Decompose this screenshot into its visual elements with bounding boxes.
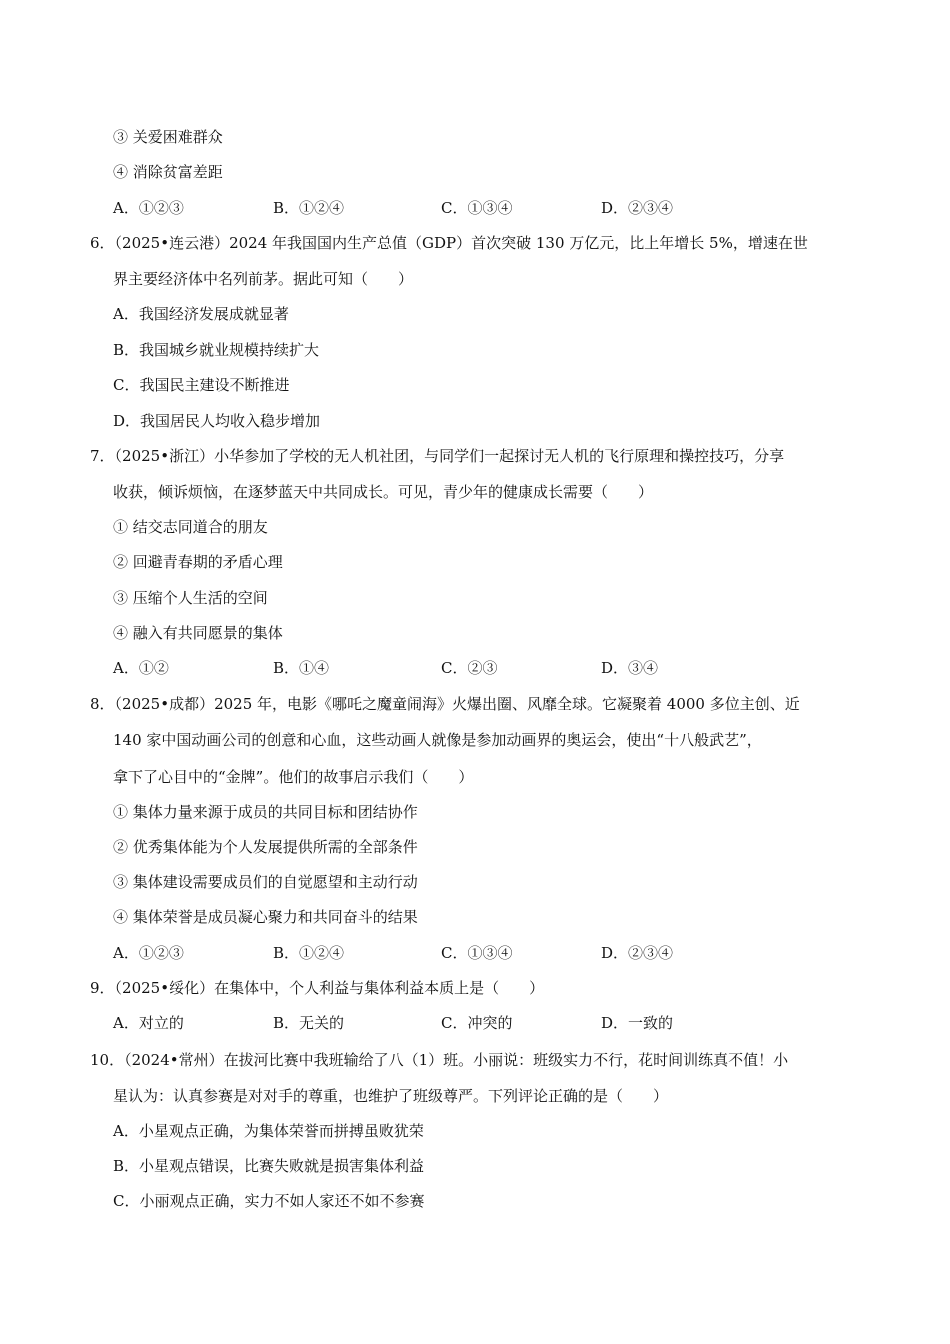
q10-option-b: B．小星观点错误，比赛失败就是损害集体利益 bbox=[113, 1157, 425, 1175]
q5-item-4: ④ 消除贫富差距 bbox=[113, 163, 223, 181]
q5-option-b: B．①②④ bbox=[273, 199, 345, 217]
q8-item-2: ② 优秀集体能为个人发展提供所需的全部条件 bbox=[113, 838, 418, 856]
q9-option-c: C．冲突的 bbox=[441, 1014, 513, 1032]
q7-stem-line1: 7．（2025•浙江）小华参加了学校的无人机社团，与同学们一起探讨无人机的飞行原理和操控技巧，分享 bbox=[90, 447, 785, 465]
q6-stem-line1: 6．（2025•连云港）2024 年我国国内生产总值（GDP）首次突破 130 万亿元，比上年增长 5%，增速在世 bbox=[90, 234, 808, 252]
q5-option-c: C．①③④ bbox=[441, 199, 513, 217]
q6-stem-line2: 界主要经济体中名列前茅。据此可知（ ） bbox=[113, 270, 414, 288]
q7-item-1: ① 结交志同道合的朋友 bbox=[113, 518, 268, 536]
q6-option-b: B．我国城乡就业规模持续扩大 bbox=[113, 341, 320, 359]
q6-option-c: C．我国民主建设不断推进 bbox=[113, 376, 290, 394]
q9-stem-line1: 9．（2025•绥化）在集体中，个人利益与集体利益本质上是（ ） bbox=[90, 979, 545, 997]
q8-stem-line2: 140 家中国动画公司的创意和心血，这些动画人就像是参加动画界的奥运会，使出“十八般武艺”， bbox=[113, 731, 762, 749]
q8-option-d: D．②③④ bbox=[601, 944, 674, 962]
q8-item-4: ④ 集体荣誉是成员凝心聚力和共同奋斗的结果 bbox=[113, 908, 418, 926]
q10-option-a: A．小星观点正确，为集体荣誉而拼搏虽败犹荣 bbox=[113, 1122, 424, 1140]
q7-option-d: D．③④ bbox=[601, 659, 659, 677]
q7-option-b: B．①④ bbox=[273, 659, 330, 677]
q6-option-a: A．我国经济发展成就显著 bbox=[113, 305, 289, 323]
q9-option-a: A．对立的 bbox=[113, 1014, 184, 1032]
q8-option-c: C．①③④ bbox=[441, 944, 513, 962]
q10-stem-line1: 10．（2024•常州）在拔河比赛中我班输给了八（1）班。小丽说：班级实力不行，花时间训练真不值！小 bbox=[90, 1051, 789, 1069]
q9-option-d: D．一致的 bbox=[601, 1014, 674, 1032]
q8-item-1: ① 集体力量来源于成员的共同目标和团结协作 bbox=[113, 803, 418, 821]
q6-option-d: D．我国居民人均收入稳步增加 bbox=[113, 412, 321, 430]
q7-option-a: A．①② bbox=[113, 659, 169, 677]
q7-item-4: ④ 融入有共同愿景的集体 bbox=[113, 624, 283, 642]
q8-stem-line1: 8．（2025•成都）2025 年，电影《哪吒之魔童闹海》火爆出圈、风靡全球。它凝聚着 4000 多位主创、近 bbox=[90, 695, 800, 713]
q9-option-b: B．无关的 bbox=[273, 1014, 345, 1032]
q5-option-a: A．①②③ bbox=[113, 199, 184, 217]
q8-option-a: A．①②③ bbox=[113, 944, 184, 962]
q5-option-d: D．②③④ bbox=[601, 199, 674, 217]
q8-stem-line3: 拿下了心目中的“金牌”。他们的故事启示我们（ ） bbox=[113, 768, 474, 786]
q7-item-3: ③ 压缩个人生活的空间 bbox=[113, 589, 268, 607]
q8-item-3: ③ 集体建设需要成员们的自觉愿望和主动行动 bbox=[113, 873, 418, 891]
q5-item-3: ③ 关爱困难群众 bbox=[113, 128, 223, 146]
q10-stem-line2: 星认为：认真参赛是对对手的尊重，也维护了班级尊严。下列评论正确的是（ ） bbox=[113, 1087, 669, 1105]
q7-option-c: C．②③ bbox=[441, 659, 498, 677]
q8-option-b: B．①②④ bbox=[273, 944, 345, 962]
q7-stem-line2: 收获，倾诉烦恼，在逐梦蓝天中共同成长。可见，青少年的健康成长需要（ ） bbox=[113, 483, 654, 501]
q7-item-2: ② 回避青春期的矛盾心理 bbox=[113, 553, 283, 571]
q10-option-c: C．小丽观点正确，实力不如人家还不如不参赛 bbox=[113, 1192, 425, 1210]
